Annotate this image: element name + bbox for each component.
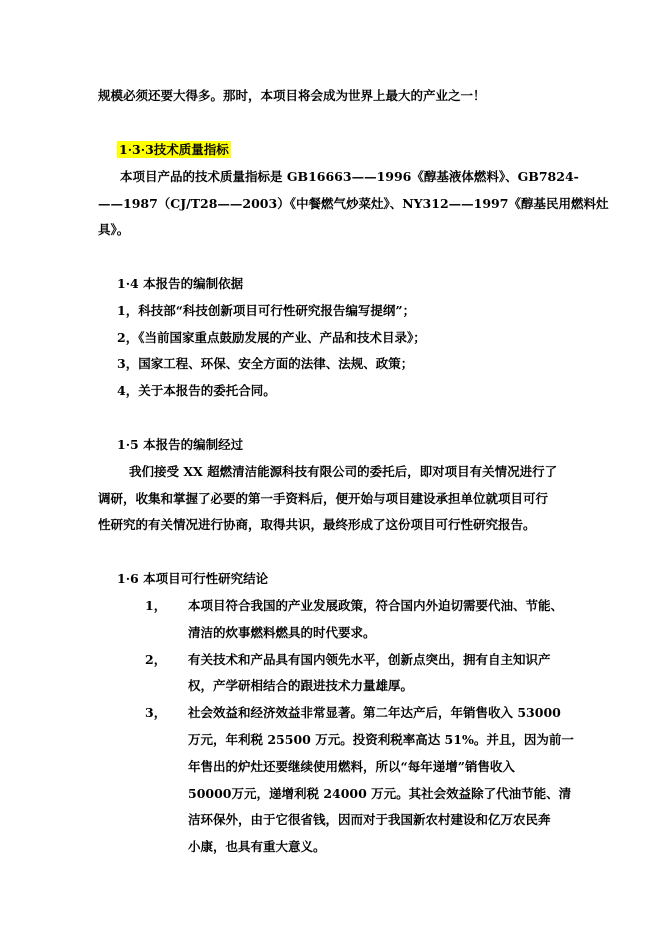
sec16-item-3-number: 3， [145,705,167,720]
sec16-item-3-line-4: 50000万元，递增利税 24000 万元。其社会效益除了代油节能、清 [188,786,572,801]
sec16-item-3-line-6: 小康，也具有重大意义。 [188,839,326,854]
sec14-item-2: 2，《当前国家重点鼓励发展的产业、产品和技术目录》； [117,330,426,345]
sec14-item-3: 3，国家工程、环保、安全方面的法律、法规、政策； [117,356,414,371]
intro-line: 规模必须还要大得多。那时，本项目将会成为世界上最大的产业之一！ [98,88,486,103]
sec16-item-2-line-2: 权，产学研相结合的跟进技术力量雄厚。 [188,678,414,693]
section-1-3-3-heading [117,141,231,159]
sec16-item-1-number: 1， [145,598,167,613]
sec16-item-2-line-1: 有关技术和产品具有国内领先水平，创新点突出，拥有自主知识产 [188,652,551,667]
sec16-item-1-line-1: 本项目符合我国的产业发展政策，符合国内外迫切需要代油、节能、 [188,598,564,613]
highlighted-heading: 1·3·3技术质量指标 [119,142,229,157]
sec16-item-3-line-1: 社会效益和经济效益非常显著。第二年达产后，年销售收入 53000 [188,705,561,720]
sec133-para-line-3: 具》。 [98,222,130,237]
sec16-item-3-line-2: 万元，年利税 25500 万元。投资利税率高达 51%。并且，因为前一 [188,732,574,747]
sec15-para-line-3: 性研究的有关情况进行协商，取得共识，最终形成了这份项目可行性研究报告。 [98,517,536,532]
section-1-4-heading: 1·4 本报告的编制依据 [117,276,244,291]
sec14-item-1: 1，科技部“科技创新项目可行性研究报告编写提纲”； [117,303,416,318]
sec15-para-line-2: 调研，收集和掌握了必要的第一手资料后，便开始与项目建设承担单位就项目可行 [98,491,549,506]
sec16-item-2-number: 2， [145,652,167,667]
section-1-5-heading: 1·5 本报告的编制经过 [117,437,244,452]
sec16-item-3-line-5: 洁环保外，由于它很省钱，因而对于我国新农村建设和亿万农民奔 [188,812,551,827]
sec14-item-4: 4，关于本报告的委托合同。 [117,383,276,398]
sec16-item-3-line-3: 年售出的炉灶还要继续使用燃料，所以“每年递增”销售收入 [188,759,515,774]
section-1-6-heading: 1·6 本项目可行性研究结论 [117,571,269,586]
sec15-para-line-1: 我们接受 XX 超燃清洁能源科技有限公司的委托后，即对项目有关情况进行了 [129,464,558,479]
sec133-para-line-2: ——1987（CJ/T28——2003）《中餐燃气炒菜灶》、NY312——1997《醇基民用燃料灶 [98,196,609,211]
sec16-item-1-line-2: 清洁的炊事燃料燃具的时代要求。 [188,625,376,640]
sec133-para-line-1: 本项目产品的技术质量指标是 GB16663——1996《醇基液体燃料》、GB7824- [120,169,579,184]
